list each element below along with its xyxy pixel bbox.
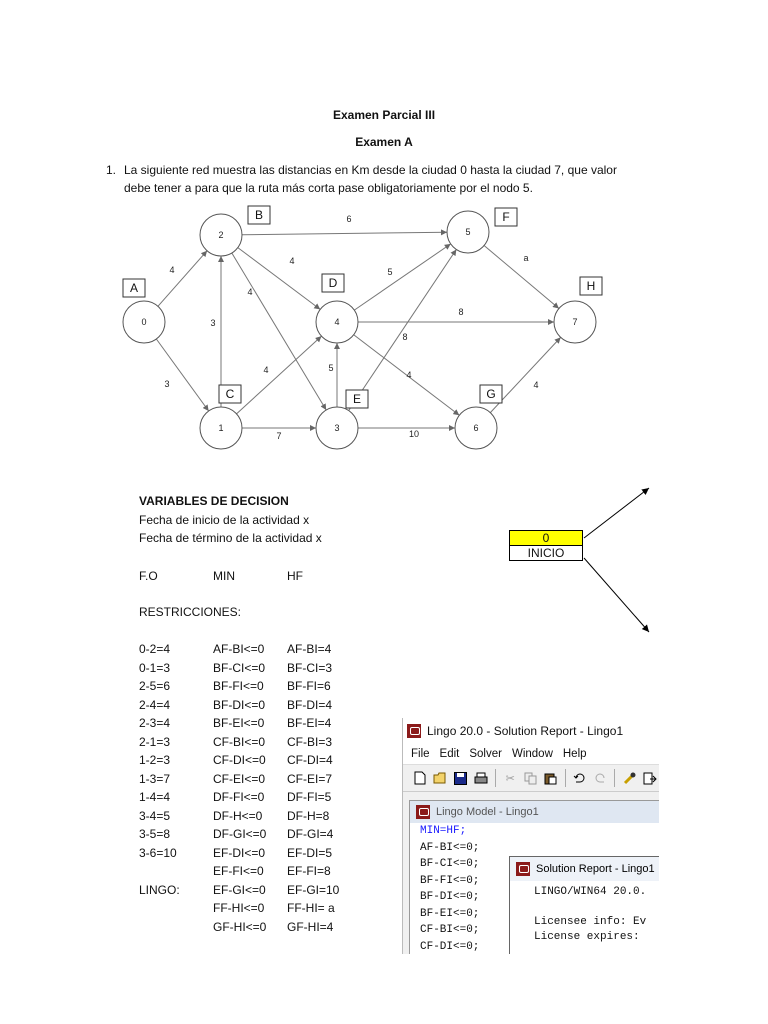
constraints-heading: RESTRICCIONES: [139,605,242,619]
print-icon[interactable] [472,768,490,788]
constraint-cell: CF-EI<=0 [213,771,266,786]
edge-0-1 [156,339,208,411]
decision-variables [139,492,322,548]
network-diagram [0,195,768,455]
constraint-cell: GF-HI<=0 [213,919,267,934]
node-label: 5 [465,227,471,237]
constraint-cell: LINGO: [139,882,180,897]
constraints-column-durations [139,640,180,936]
problem-number: 1. [106,163,117,177]
constraints-column-equalities [287,640,339,936]
constraint-cell: 2-4=4 [139,697,171,712]
constraint-cell: CF-BI<=0 [213,734,266,749]
lingo-app-icon [407,724,421,738]
network-nodes [123,211,596,449]
constraint-cell: 1-3=7 [139,771,171,786]
constraint-cell: 0-2=4 [139,642,171,656]
report-blank-line [534,900,659,915]
toolbar-separator [614,769,615,787]
paste-icon[interactable] [542,768,560,788]
node-label: 1 [218,423,224,433]
constraint-cell: CF-DI<=0 [213,753,266,767]
toolbar-separator [565,769,566,787]
model-title: Lingo Model - Lingo1 [436,806,539,818]
menu-file[interactable]: File [411,748,430,760]
toolbar-separator [495,769,496,787]
constraint-cell: 2-3=4 [139,716,171,730]
constraint-cell: EF-FI=8 [287,864,331,878]
constraint-cell: CF-DI=4 [287,753,333,767]
node-letter: H [586,279,596,293]
edge-1-4 [237,336,322,414]
lingo-window-title: Lingo 20.0 - Solution Report - Lingo1 [427,724,624,738]
menu-window[interactable]: Window [511,748,553,760]
edge-0-2 [158,251,207,307]
inicio-node [509,530,583,561]
page-subtitle: Examen A [355,135,413,149]
edge-label: 6 [346,214,352,224]
lingo-window [402,718,659,954]
new-icon[interactable] [411,768,429,788]
node-label: 0 [141,317,147,327]
code-line-6: BF-EI<=0; [420,907,480,920]
inicio-value: 0 [510,531,582,546]
constraint-cell: DF-H=8 [287,808,330,823]
constraint-cell: EF-DI=5 [287,845,333,860]
constraint-cell: DF-GI<=0 [213,827,267,841]
report-line-3: Licensee info: Ev [534,916,647,928]
constraint-cell: AF-BI=4 [287,642,332,656]
objective-sense: MIN [213,569,235,583]
node-letter: C [225,387,235,401]
cut-icon[interactable]: ✂ [505,772,515,785]
constraint-cell: 3-4=5 [139,808,171,823]
constraint-cell: CF-BI=3 [287,734,333,749]
constraint-cell [139,899,180,918]
report-text[interactable] [510,881,659,945]
edge-label: 8 [402,332,408,342]
edge-label: 3 [210,318,216,328]
edge-label: 4 [263,365,269,375]
problem-text: La siguiente red muestra las distancias en Km desde la ciudad 0 hasta la ciudad 7, que valor debe tener a para que la ruta más corta pase obligatoriamente por el nodo 5. [124,163,617,195]
lingo-titlebar [403,718,659,744]
code-line-3: BF-CI<=0; [420,858,480,870]
node-label: 4 [334,317,340,327]
network-letter-boxes [123,206,602,408]
edge-label: 5 [387,267,393,277]
menu-help[interactable]: Help [562,748,587,760]
constraint-cell: BF-EI=4 [287,716,332,730]
constraint-cell: 2-1=3 [139,734,171,749]
edge-3-5 [349,249,457,410]
inicio-arrows [570,480,670,640]
menu-solver[interactable]: Solver [469,748,502,760]
edge-2-5 [242,232,447,234]
decision-line-2: Fecha de término de la actividad x [139,531,322,545]
node-letter: F [502,210,510,224]
solution-report-window [509,856,659,954]
constraint-cell: 3-6=10 [139,845,177,860]
inicio-arrow-down [584,558,649,632]
report-titlebar [510,857,659,881]
constraint-cell: 1-2=3 [139,753,171,767]
code-line-7: CF-BI<=0; [420,924,480,936]
code-line-1: MIN=HF; [420,825,467,837]
report-line-1: LINGO/WIN64 20.0. [534,886,647,898]
constraint-cell: EF-DI<=0 [213,845,266,860]
constraint-cell: GF-HI=4 [287,919,334,934]
report-icon [516,862,530,876]
save-icon[interactable] [452,768,470,788]
report-title: Solution Report - Lingo1 [536,863,655,875]
inicio-label: INICIO [527,546,565,560]
edge-label: 5 [328,363,334,373]
constraint-cell: EF-GI=10 [287,882,340,897]
node-letter: B [254,208,264,222]
edge-4-5 [354,244,450,310]
edge-2-4 [238,248,320,310]
edge-label: 4 [247,287,253,297]
code-line-2: AF-BI<=0; [420,841,480,854]
constraint-cell: DF-H<=0 [213,808,263,823]
undo-icon[interactable] [571,768,589,788]
redo-icon[interactable] [591,768,609,788]
edge-label: 4 [169,265,175,275]
constraint-cell: BF-CI=3 [287,660,333,675]
edge-label: 4 [533,380,539,390]
constraint-cell: BF-FI=6 [287,679,331,693]
objective-label: F.O [139,569,158,583]
edge-2-3 [232,253,326,410]
edge-label: 10 [408,429,420,439]
constraint-cell: FF-HI<=0 [213,901,265,915]
inicio-arrow-up [584,488,649,538]
open-icon[interactable] [431,768,449,788]
constraint-cell: EF-FI<=0 [213,864,264,878]
constraint-cell: FF-HI= a [287,901,335,915]
page-title: Examen Parcial III [332,108,436,122]
lingo-menubar [403,744,659,764]
constraint-cell: DF-GI=4 [287,827,334,841]
model-titlebar [410,801,659,823]
constraint-cell: BF-EI<=0 [213,716,265,730]
node-label: 7 [572,317,578,327]
constraint-cell: 2-5=6 [139,679,171,693]
constraint-cell: BF-DI<=0 [213,697,266,712]
constraint-cell: BF-CI<=0 [213,660,266,675]
constraint-cell: 0-1=3 [139,660,171,675]
node-label: 3 [334,423,340,433]
objective-expression: HF [287,569,303,583]
node-letter: E [352,392,362,406]
decision-heading: VARIABLES DE DECISION [139,494,289,508]
node-letter: G [486,387,496,401]
constraint-cell: BF-FI<=0 [213,679,264,693]
constraint-cell: 3-5=8 [139,827,171,841]
constraint-cell: 1-4=4 [139,790,171,804]
edge-5-7 [484,246,559,309]
edge-label: 7 [276,431,282,441]
code-line-5: BF-DI<=0; [420,891,480,903]
edge-label: a [523,253,529,263]
edge-label: 4 [289,256,295,266]
find-icon[interactable] [620,768,638,788]
node-letter: D [328,276,338,290]
constraint-cell: BF-DI=4 [287,697,333,712]
lingo-toolbar [403,764,659,792]
problem-statement [108,161,628,197]
goto-icon[interactable] [641,768,659,788]
constraints-column-precedence [213,640,266,936]
constraint-cell: DF-FI<=0 [213,790,265,804]
model-icon [416,805,430,819]
decision-line-1: Fecha de inicio de la actividad x [139,512,310,527]
node-letter: A [129,281,139,295]
node-label: 2 [218,230,224,240]
code-line-4: BF-FI<=0; [420,874,480,887]
code-line-8: CF-DI<=0; [420,940,480,953]
constraint-cell [139,918,180,937]
constraint-cell: DF-FI=5 [287,790,332,804]
edge-label: 8 [458,307,464,317]
constraint-cell: EF-GI<=0 [213,882,266,897]
constraint-cell: CF-EI=7 [287,771,333,786]
node-label: 6 [473,423,479,433]
constraint-cell [139,862,180,881]
copy-icon[interactable] [521,768,539,788]
menu-edit[interactable]: Edit [439,748,460,760]
report-line-4: License expires: [534,931,640,943]
edge-label: 4 [406,370,412,380]
edge-label: 3 [164,379,170,389]
constraint-cell: AF-BI<=0 [213,642,265,656]
